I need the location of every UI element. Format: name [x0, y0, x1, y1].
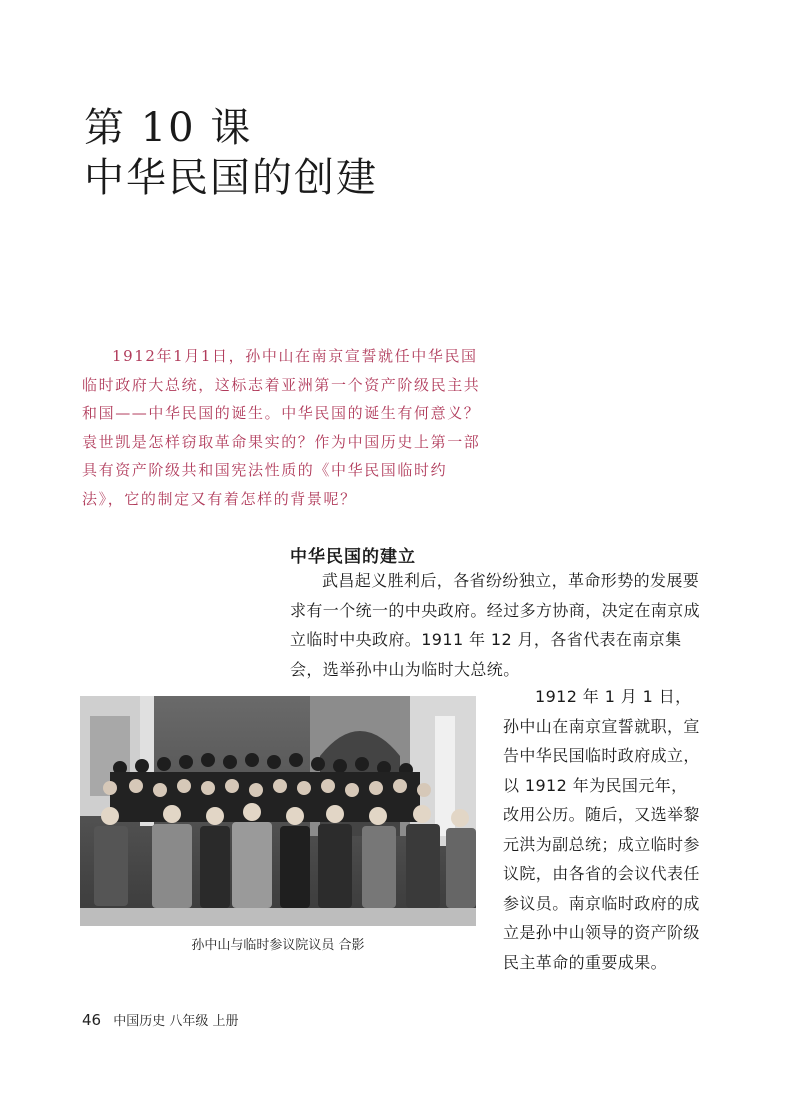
page-number: 46	[82, 1011, 102, 1029]
intro-paragraph	[82, 342, 482, 513]
section-paragraph-2	[503, 682, 703, 977]
photo-caption: 孙中山与临时参议院议员 合影	[191, 938, 365, 953]
section-paragraph-1	[290, 566, 702, 684]
lesson-number: 第 10 课	[84, 105, 253, 151]
intro-text: 1912年1月1日，孙中山在南京宣誓就任中华民国临时政府大总统，这标志着亚洲第一个资产阶级民主共和国——中华民国的诞生。中华民国的诞生有何意义？袁世凯是怎样窃取革命果实的？作为中国历史上第一部具有资产阶级共和国宪法性质的《中华民国临时约法》，它的制定又有着怎样的背景呢？	[82, 347, 481, 508]
section-heading: 中华民国的建立	[290, 547, 416, 567]
group-photo-illustration	[80, 696, 476, 926]
page-footer	[82, 1010, 239, 1029]
lesson-title: 中华民国的创建	[84, 155, 378, 201]
paragraph-1-text: 武昌起义胜利后，各省纷纷独立，革命形势的发展要求有一个统一的中央政府。经过多方协商，决定在南京成立临时中央政府。1911 年 12 月，各省代表在南京集会，选举孙中山为临时大总统。	[290, 571, 701, 679]
book-title: 中国历史 八年级 上册	[113, 1014, 239, 1029]
historical-photo	[80, 696, 476, 926]
paragraph-2-text: 1912 年 1 月 1 日，孙中山在南京宣誓就职，宣告中华民国临时政府成立，以 1912 年为民国元年，改用公历。随后，又选举黎元洪为副总统；成立临时参议院，由各省的会议代表任参议员。南京临时政府的成立是孙中山领导的资产阶级民主革命的重要成果。	[503, 687, 700, 972]
